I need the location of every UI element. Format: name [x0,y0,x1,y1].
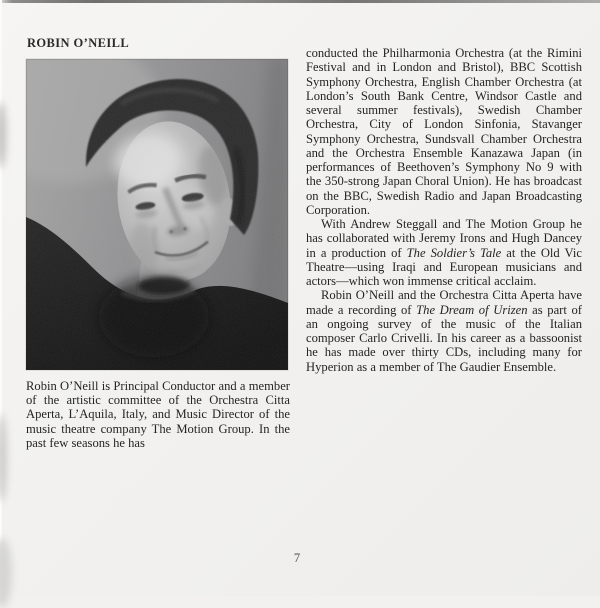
portrait-photo [26,59,288,370]
bio-paragraph-3 [306,288,582,374]
page-title: ROBIN O’NEILL [27,36,130,50]
scan-artifact [0,102,6,168]
bio-paragraph-1: conducted the Philharmonia Orchestra (at the Rimini Festival and in London and Bristol), BBC Scottish Symphony Orchestra, English Chamber Orchestra (at London’s South Bank Centre, Windsor Castle and several summer festivals), Swedish Chamber Orchestra, City of London Sinfonia, Stavanger Symphony Orchestra, Sundsvall Chamber Orchestra and the Orchestra Ensemble Kanazawa Japan (in performances of Beethoven’s Symphony No 9 with the 350-strong Japan Choral Union). He has broadcast on the BBC, Swedish Radio and Japan Broadcasting Corporation. [306,46,582,217]
bio-text-right-column [306,46,582,374]
portrait-photo-image [26,59,288,370]
work-title-italic: The Dream of Urizen [416,302,528,317]
page-number: 7 [293,551,301,565]
text-segment: With Andrew Steggall and The Motion Group he has collaborated with Jeremy Irons and Hugh Dancey in a production of [306,217,582,260]
scan-left-edge [0,0,2,596]
text-segment: as part of an ongoing survey of the music of the Italian composer Carlo Crivelli. In his career as a bassoonist he has made over thirty CDs, including many for Hyperion as a member of The Gaudier Ensemble. [306,302,582,374]
scan-artifact [0,538,12,608]
bio-text-left-column: Robin O’Neill is Principal Conductor and a member of the artistic committee of the Orchestra Citta Aperta, L’Aquila, Italy, and Music Director of the music theatre company The Motion Group. In the past few seasons he has [26,379,290,450]
bio-paragraph-2 [306,217,582,288]
scan-top-edge [0,0,600,3]
text-segment: Robin O’Neill and the Orchestra Citta Aperta have made a recording of [306,288,582,317]
scan-artifact [0,414,7,502]
work-title-italic: The Soldier’s Tale [406,245,502,260]
text-segment: at the Old Vic Theatre—using Iraqi and European musicians and actors—which won immense critical acclaim. [306,245,582,288]
